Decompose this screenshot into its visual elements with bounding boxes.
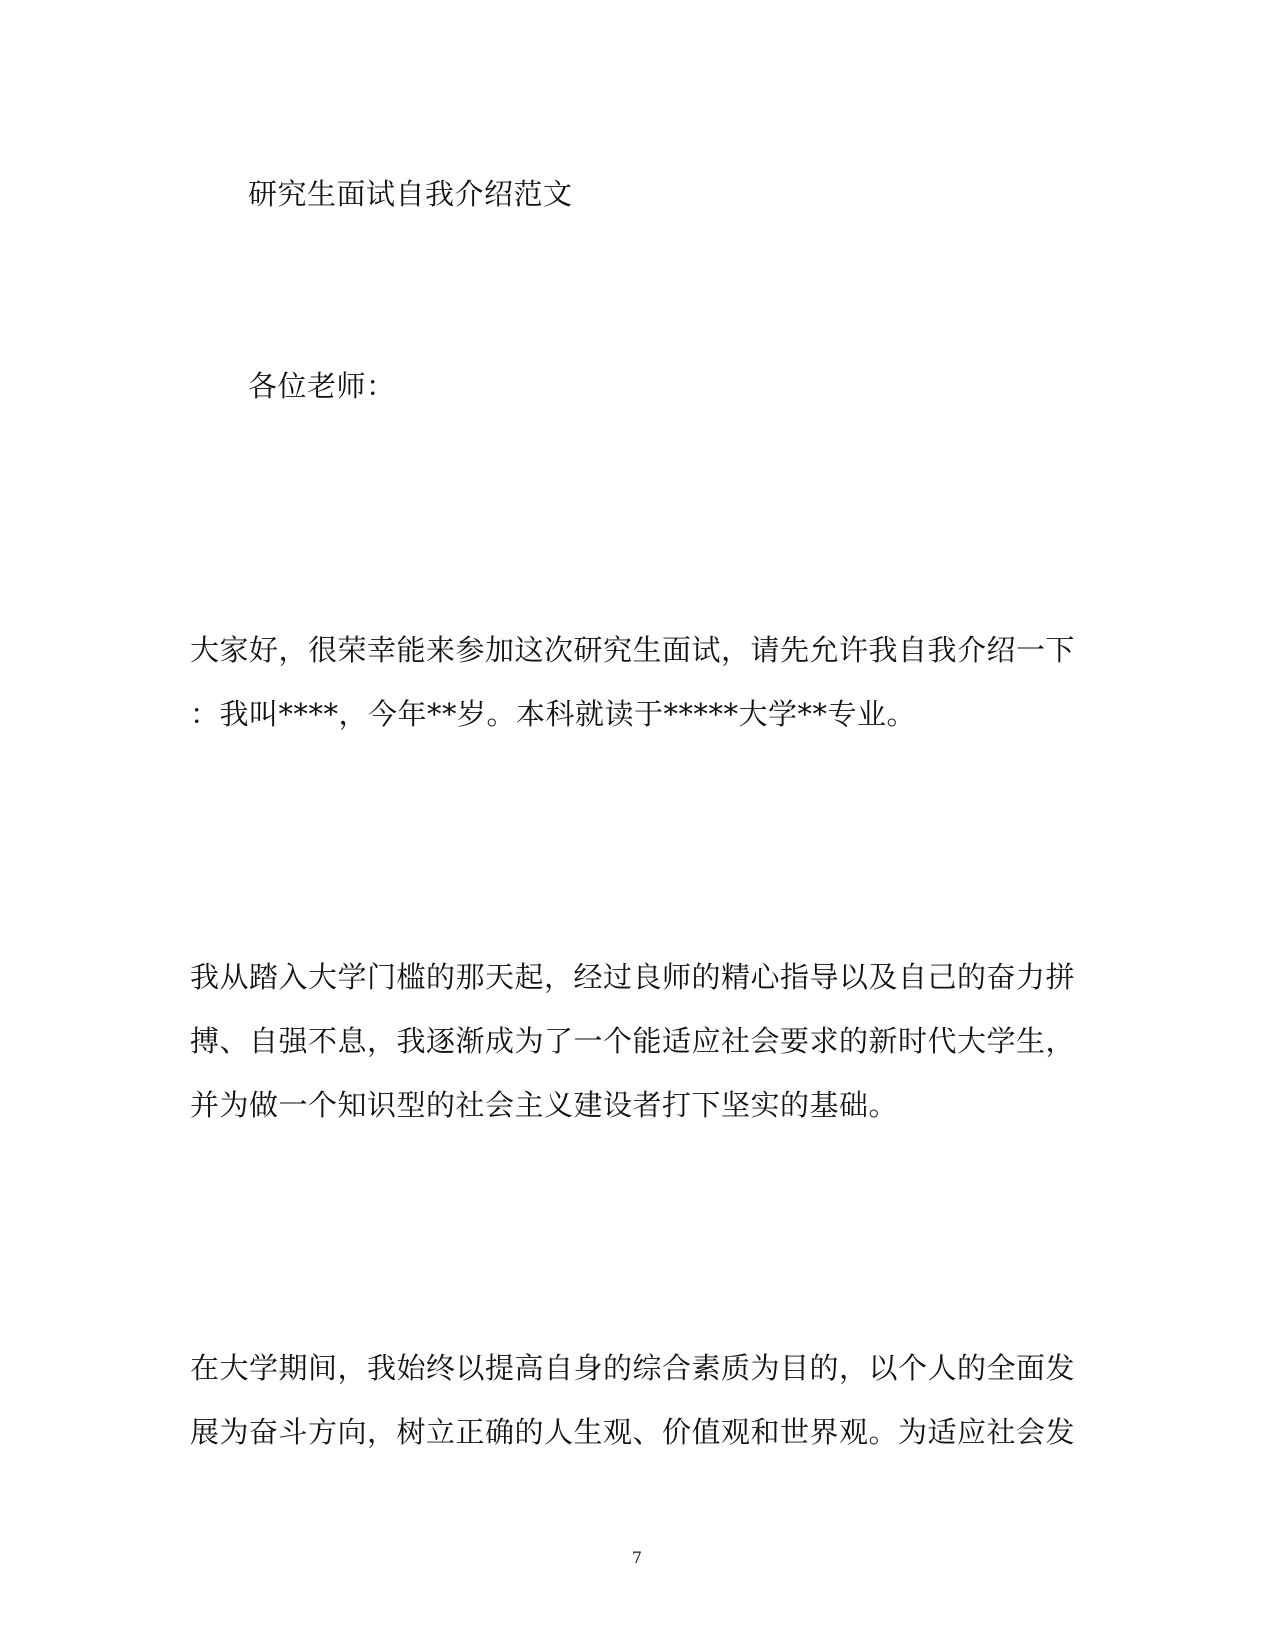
salutation: 各位老师： [248, 369, 396, 403]
paragraph-line: 展为奋斗方向，树立正确的人生观、价值观和世界观。为适应社会发 [190, 1415, 1076, 1449]
paragraph-line: 大家好，很荣幸能来参加这次研究生面试，请先允许我自我介绍一下 [190, 633, 1076, 667]
paragraph-line: 我从踏入大学门槛的那天起，经过良师的精心指导以及自己的奋力拼 [190, 960, 1076, 994]
paragraph-line: 并为做一个知识型的社会主义建设者打下坚实的基础。 [190, 1088, 899, 1122]
page-number: 7 [631, 1548, 643, 1567]
paragraph-line: 搏、自强不息，我逐渐成为了一个能适应社会要求的新时代大学生， [190, 1024, 1076, 1058]
paragraph-line: ：我叫****，今年**岁。本科就读于*****大学**专业。 [190, 697, 917, 731]
document-title: 研究生面试自我介绍范文 [248, 177, 573, 211]
paragraph-line: 在大学期间，我始终以提高自身的综合素质为目的，以个人的全面发 [190, 1351, 1076, 1385]
